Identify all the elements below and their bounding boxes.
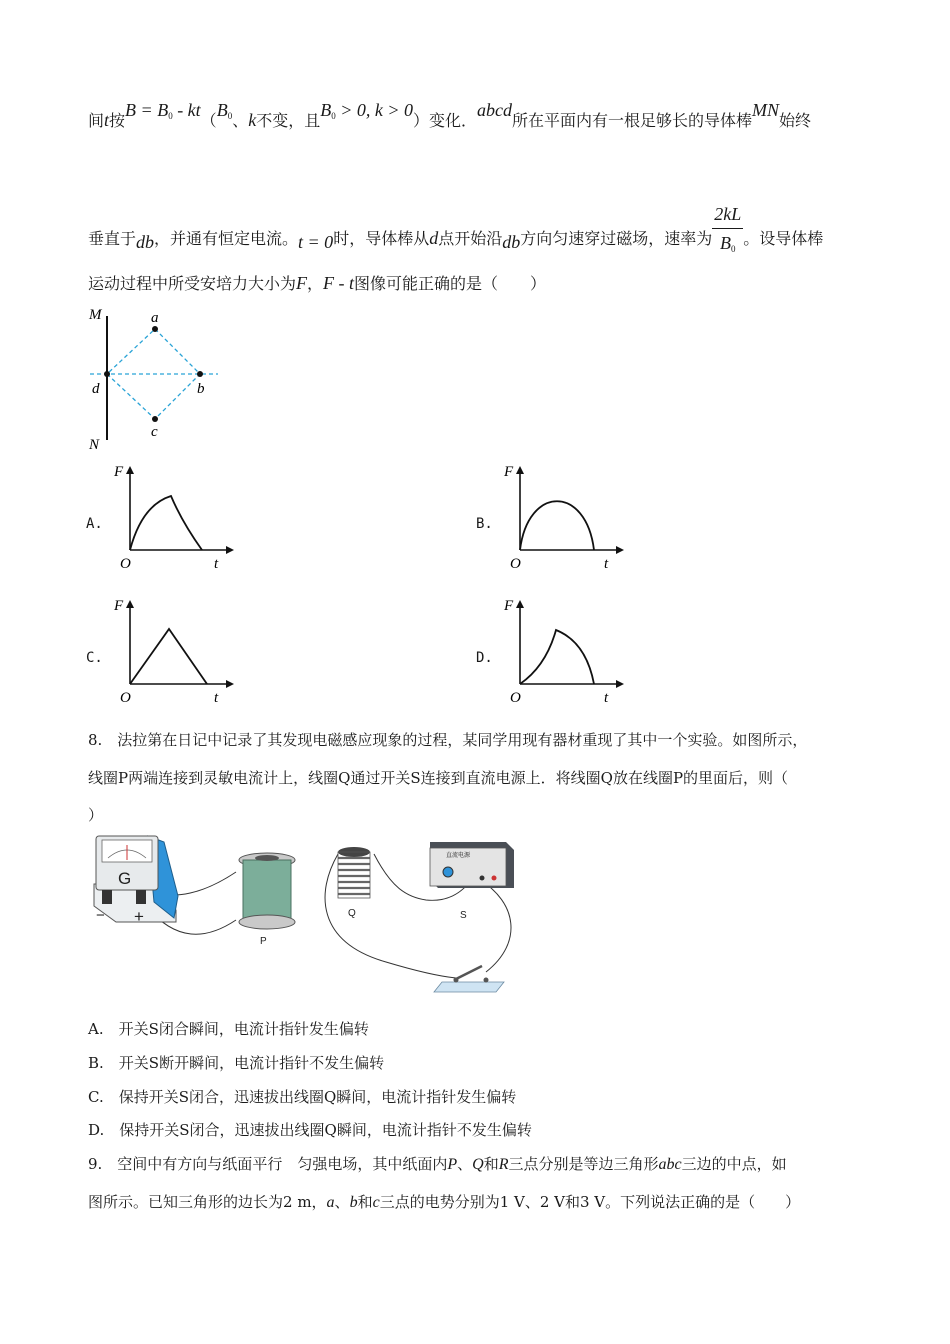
q7-line-1: 间t按$B = B_0 - kt(B_0$、k不变，且$B_0 > 0$, k > 0）变化．abcd所在平面内有一根足够长的导体棒MN始终 <box>88 100 812 130</box>
label-N: N <box>89 437 100 453</box>
var-a: a <box>326 1194 335 1211</box>
axis-F: F <box>504 598 514 614</box>
var-d-point: d <box>429 228 439 248</box>
galvanometer <box>94 836 178 926</box>
option-d-graph <box>500 594 630 706</box>
coil-Q <box>338 847 370 919</box>
origin-O: O <box>120 690 131 706</box>
axis-t: t <box>604 556 609 572</box>
var-c: c <box>372 1194 380 1211</box>
var-abc: abc <box>658 1156 682 1173</box>
var-MN: MN <box>752 100 780 120</box>
q8-choice-c: C. 保持开关S闭合，迅速拔出线圈Q瞬间，电流计指针发生偏转 <box>88 1088 517 1106</box>
var-B0: $B_0$ <box>216 100 233 121</box>
var-P: P <box>447 1156 458 1173</box>
coil-Q-label: Q <box>348 908 356 919</box>
axis-t: t <box>604 690 609 706</box>
var-t0: t = 0 <box>298 232 334 252</box>
coil-P-label: P <box>260 936 267 947</box>
var-F-t: F - t <box>323 273 355 293</box>
label-a: a <box>151 310 159 326</box>
axis-F: F <box>114 464 124 480</box>
formula-B-decay: $B = B_0$ - kt <box>125 100 201 121</box>
curve-a <box>130 496 202 550</box>
option-c-label: C. <box>86 650 103 666</box>
switch-S-label: S <box>460 910 467 921</box>
q8-choice-d: D. 保持开关S闭合，迅速拔出线圈Q瞬间，电流计指针不发生偏转 <box>88 1121 532 1139</box>
curve-b <box>520 501 594 550</box>
q8-line-3: ） <box>88 806 104 824</box>
origin-O: O <box>510 556 521 572</box>
var-t: t <box>104 110 110 130</box>
power-supply-label: 直流电源 <box>446 852 471 859</box>
var-db-2: db <box>502 232 521 252</box>
switch-S <box>434 966 504 992</box>
origin-O: O <box>120 556 131 572</box>
terminal-plus-label: + <box>134 907 144 926</box>
option-a-graph <box>110 460 240 572</box>
dc-power-supply <box>430 842 514 921</box>
q9-line-1: 9. 空间中有方向与纸面平行 匀强电场，其中纸面内P、Q和R三点分别是等边三角形abc三边的中点，如 <box>88 1155 787 1173</box>
q8-line-2: 线圈P两端连接到灵敏电流计上，线圈Q通过开关S连接到直流电源上．将线圈Q放在线圈P的里面后，则（ <box>88 769 789 787</box>
var-Q: Q <box>472 1156 484 1173</box>
axis-F: F <box>504 464 514 480</box>
wire-S-to-power <box>480 880 511 972</box>
q8-choice-a: A. 开关S闭合瞬间，电流计指针发生偏转 <box>88 1020 369 1038</box>
q7-line-2: 垂直于db，并通有恒定电流。t = 0时，导体棒从d点开始沿db方向匀速穿过磁场，速率为 $\frac{2kL}{B_0}$ 。设导体棒 <box>88 210 823 269</box>
terminal-minus-label: − <box>96 907 105 924</box>
axis-t: t <box>214 556 219 572</box>
q9-line-2: 图所示。已知三角形的边长为2 m，a、b和c三点的电势分别为1 V、2 V和3 V。下列说法正确的是（ ） <box>88 1193 801 1211</box>
axis-F: F <box>114 598 124 614</box>
axis-t: t <box>214 690 219 706</box>
option-d-label: D. <box>476 650 493 666</box>
point-a <box>152 326 158 332</box>
q7-line-3: 运动过程中所受安培力大小为F，F - t图像可能正确的是（ ） <box>88 273 547 293</box>
label-d: d <box>92 381 100 397</box>
var-db: db <box>136 232 155 252</box>
label-b: b <box>197 381 205 397</box>
option-b-graph <box>500 460 630 572</box>
label-c: c <box>151 424 158 440</box>
var-abcd: abcd <box>477 100 513 120</box>
point-c <box>152 416 158 422</box>
point-d <box>104 371 110 377</box>
var-b: b <box>349 1194 358 1211</box>
origin-O: O <box>510 690 521 706</box>
option-a-label: A. <box>86 516 103 532</box>
q7-field-diagram <box>80 302 230 454</box>
condition-formula: $B_0 > 0$, k > 0 <box>320 100 414 121</box>
galvanometer-G-label: G <box>118 869 132 888</box>
q8-apparatus-figure <box>86 832 526 998</box>
label-M: M <box>89 307 102 323</box>
coil-P <box>239 853 295 947</box>
var-R: R <box>498 1156 509 1173</box>
q8-choice-b: B. 开关S断开瞬间，电流计指针不发生偏转 <box>88 1054 385 1072</box>
curve-c <box>130 629 207 684</box>
curve-d <box>520 630 594 684</box>
var-F: F <box>296 273 308 293</box>
speed-fraction: $\frac{2kL}{B_0}$ <box>714 204 742 254</box>
point-b <box>197 371 203 377</box>
option-c-graph <box>110 594 240 706</box>
q8-line-1: 8. 法拉第在日记中记录了其发现电磁感应现象的过程，某同学用现有器材重现了其中一个实验。如图所示， <box>88 731 808 749</box>
var-k: k <box>248 110 257 130</box>
option-b-label: B. <box>476 516 493 532</box>
